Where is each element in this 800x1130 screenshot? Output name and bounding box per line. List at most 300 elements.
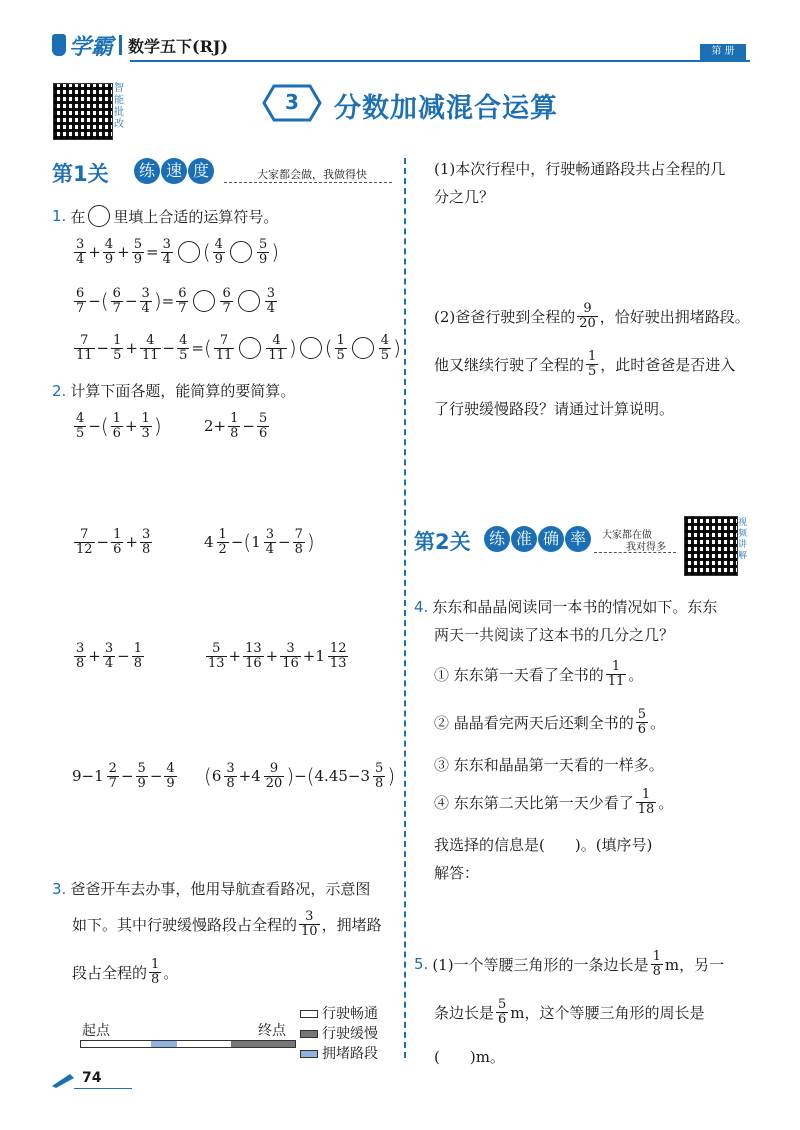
level1-badge xyxy=(134,158,214,184)
q3-line3 xyxy=(72,958,178,986)
denominator: 11 xyxy=(215,347,233,363)
fraction xyxy=(74,528,95,556)
answer-circle[interactable] xyxy=(238,290,260,312)
q4-text: 东东和晶晶阅读同一本书的情况如下。东东 xyxy=(432,598,718,616)
fraction xyxy=(103,642,115,670)
equals-sign: = xyxy=(146,243,159,262)
numerator: 1 xyxy=(611,659,621,674)
numerator: 4 xyxy=(214,237,223,252)
legend-item xyxy=(300,1044,378,1064)
q4-option-1 xyxy=(434,660,643,688)
fraction xyxy=(74,287,86,315)
integer: 2 xyxy=(204,417,214,436)
integer: 1 xyxy=(251,533,261,552)
fraction xyxy=(264,762,285,790)
title-qr-text: 智能批改 xyxy=(114,83,124,130)
q5-text: m，这个等腰三角形的周长是 xyxy=(510,1003,705,1022)
denominator: 10 xyxy=(301,923,318,939)
q1-number: 1. xyxy=(52,207,67,225)
numerator: 3 xyxy=(141,527,151,542)
q5-line1 xyxy=(414,950,724,978)
denominator: 3 xyxy=(141,425,150,441)
fraction xyxy=(257,238,269,266)
numerator: 3 xyxy=(286,641,295,656)
footer-underline xyxy=(74,1088,132,1089)
level2-qr xyxy=(684,516,738,576)
level1-prefix: 第1关 xyxy=(52,162,109,186)
fraction xyxy=(651,950,663,978)
paren-open: ( xyxy=(306,764,315,789)
paren-close: ) xyxy=(286,764,295,789)
numerator: 1 xyxy=(141,411,150,426)
numerator: 1 xyxy=(218,527,227,542)
corner-tag xyxy=(700,44,746,60)
integer: 1 xyxy=(315,647,325,666)
numerator: 1 xyxy=(230,411,239,426)
integer: 4 xyxy=(204,533,214,552)
fraction xyxy=(335,334,347,362)
level1-underline xyxy=(224,182,392,183)
numerator: 6 xyxy=(112,286,121,301)
q5-line2 xyxy=(434,998,705,1026)
numerator: 4 xyxy=(146,333,155,348)
integer: 3 xyxy=(360,767,371,786)
numerator: 6 xyxy=(178,286,187,301)
numerator: 3 xyxy=(76,641,85,656)
badge-char: 速 xyxy=(161,158,187,184)
legend-item xyxy=(300,1004,378,1024)
denominator: 6 xyxy=(637,721,647,737)
numerator: 1 xyxy=(113,527,122,542)
fraction xyxy=(111,334,123,362)
q3-sub1-b: 分之几？ xyxy=(434,188,495,206)
fraction xyxy=(140,412,152,440)
level2-qr-text: 视频讲解 xyxy=(738,518,748,561)
numerator: 5 xyxy=(258,237,268,252)
numerator: 9 xyxy=(583,301,592,316)
q3-number: 3. xyxy=(52,879,67,898)
fraction xyxy=(257,412,269,440)
legend-label: 行驶畅通 xyxy=(322,1006,378,1022)
fraction xyxy=(149,958,161,986)
denominator: 5 xyxy=(179,347,188,363)
fraction xyxy=(74,334,95,362)
option-text: ② 晶晶看完两天后还剩全书的 xyxy=(434,713,634,732)
q2-expr-7: 9 − 1 $\frac{2}{7}$ − $\frac{5}{9}$ − $\frac{4}{9}$ xyxy=(72,761,175,791)
numerator: 3 xyxy=(266,286,276,301)
denominator: 8 xyxy=(133,655,142,671)
badge-char: 练 xyxy=(484,526,510,552)
denominator: 7 xyxy=(222,300,231,316)
q1-text-a: 在 xyxy=(70,207,86,226)
numerator: 7 xyxy=(80,527,89,542)
denominator: 13 xyxy=(208,655,225,671)
badge-char: 练 xyxy=(134,158,160,184)
fraction xyxy=(293,528,305,556)
paren-open: ( xyxy=(204,764,212,789)
route-legend xyxy=(300,1004,378,1064)
option-text: 。 xyxy=(628,665,644,684)
fraction xyxy=(606,660,627,688)
paren-open: ( xyxy=(100,289,109,314)
denominator: 8 xyxy=(652,963,661,979)
q3-sub2-a xyxy=(434,302,750,330)
column-divider xyxy=(404,158,406,1058)
numerator: 4 xyxy=(179,333,188,348)
denominator: 9 xyxy=(133,251,142,267)
option-text: 。 xyxy=(658,793,674,812)
denominator: 4 xyxy=(266,300,276,316)
fraction xyxy=(140,287,152,315)
fraction xyxy=(206,642,227,670)
level2-slogan-2: 我对得多 xyxy=(626,542,666,553)
fraction xyxy=(299,910,320,938)
title-number: 3 xyxy=(285,90,299,114)
denominator: 8 xyxy=(375,775,384,791)
decimal: 4.45 xyxy=(314,767,348,786)
numerator: 5 xyxy=(212,641,221,656)
numerator: 3 xyxy=(104,641,114,656)
q3-line2 xyxy=(72,910,382,938)
denominator: 5 xyxy=(380,347,390,363)
option-text: ④ 东东第二天比第一天少看了 xyxy=(434,793,634,812)
fraction xyxy=(140,528,152,556)
denominator: 5 xyxy=(588,363,597,379)
brand-logo xyxy=(52,30,228,60)
denominator: 9 xyxy=(137,775,146,791)
denominator: 6 xyxy=(112,425,121,441)
denominator: 8 xyxy=(230,425,239,441)
q3-sub-text: ，此时爸爸是否进入 xyxy=(600,355,736,374)
denominator: 9 xyxy=(166,775,175,791)
pencil-icon xyxy=(52,1072,74,1088)
numerator: 7 xyxy=(80,333,89,348)
denominator: 7 xyxy=(178,300,187,316)
denominator: 9 xyxy=(258,251,268,267)
q3-sub1-a: (1)本次行程中，行驶畅通路段共占全程的几 xyxy=(434,160,726,178)
route-bar xyxy=(80,1040,296,1048)
title-qr-label xyxy=(114,83,128,131)
fraction xyxy=(264,528,276,556)
denominator: 18 xyxy=(637,801,655,817)
denominator: 8 xyxy=(226,775,235,791)
numerator: 7 xyxy=(219,333,229,348)
fraction xyxy=(161,238,173,266)
q3-sub2-c: 了行驶缓慢路段？请通过计算说明。 xyxy=(434,400,675,418)
badge-char: 度 xyxy=(188,158,214,184)
equals-sign: = xyxy=(191,339,204,358)
paren-close: ) xyxy=(153,289,162,314)
denominator: 6 xyxy=(258,425,268,441)
q4-line2: 两天一共阅读了这本书的几分之几？ xyxy=(434,626,675,644)
numerator: 5 xyxy=(375,761,384,776)
paren-open: ( xyxy=(100,414,109,439)
footer xyxy=(52,1068,132,1090)
numerator: 5 xyxy=(137,761,146,776)
numerator: 3 xyxy=(76,237,85,252)
numerator: 1 xyxy=(641,787,651,802)
denominator: 8 xyxy=(151,971,160,987)
level2-slogan-1: 大家都在做 xyxy=(602,530,652,541)
page-number: 74 xyxy=(82,1070,102,1086)
denominator: 9 xyxy=(214,251,223,267)
fraction xyxy=(74,238,86,266)
numerator: 9 xyxy=(269,761,279,776)
numerator: 3 xyxy=(265,527,275,542)
q4-option-2 xyxy=(434,708,665,736)
fraction xyxy=(214,334,235,362)
denominator: 4 xyxy=(76,251,85,267)
fraction xyxy=(74,412,86,440)
denominator: 4 xyxy=(104,655,114,671)
level2-badge xyxy=(484,526,591,552)
q5-text: 条边长是 xyxy=(434,1003,495,1022)
q2-expr-4: 4 $\frac{1}{2}$ − ( 1 $\frac{3}{4}$ − $\frac{7}{8}$ ) xyxy=(204,527,315,557)
denominator: 7 xyxy=(108,775,117,791)
numerator: 5 xyxy=(637,707,647,722)
header-underline xyxy=(130,60,750,62)
denominator: 16 xyxy=(282,655,299,671)
denominator: 5 xyxy=(336,347,345,363)
denominator: 4 xyxy=(265,541,275,557)
title-number-badge xyxy=(262,84,322,122)
answer-circle[interactable] xyxy=(230,241,252,263)
fraction xyxy=(586,350,598,378)
integer: 1 xyxy=(94,767,104,786)
denominator: 11 xyxy=(76,347,93,363)
denominator: 12 xyxy=(76,541,93,557)
numerator: 5 xyxy=(133,237,142,252)
q2-prompt xyxy=(52,380,295,401)
fraction xyxy=(265,287,277,315)
q3-line1 xyxy=(52,878,370,899)
title-qr xyxy=(53,83,113,140)
q4-option-3: ③ 东东和晶晶第一天看的一样多。 xyxy=(434,756,664,774)
fraction xyxy=(217,528,229,556)
route-start-label: 起点 xyxy=(82,1023,110,1039)
answer-circle[interactable] xyxy=(352,337,374,359)
header-bar xyxy=(0,28,800,68)
brand-divider xyxy=(119,35,122,55)
numerator: 7 xyxy=(294,527,303,542)
denominator: 11 xyxy=(268,347,285,363)
numerator: 3 xyxy=(226,761,235,776)
fraction xyxy=(213,238,225,266)
brand-icon xyxy=(52,34,66,56)
route-smooth-1 xyxy=(81,1041,151,1047)
fraction xyxy=(132,642,144,670)
fraction xyxy=(220,287,232,315)
q2-number: 2. xyxy=(52,381,67,400)
numerator: 3 xyxy=(305,909,314,924)
numerator: 1 xyxy=(133,641,142,656)
q3-sub-text: ，恰好驶出拥堵路段。 xyxy=(599,307,750,326)
page-title: 分数加减混合运算 xyxy=(334,93,558,124)
denominator: 8 xyxy=(141,541,151,557)
corner-tag-text: 第 册 xyxy=(711,46,735,57)
fraction xyxy=(111,287,123,315)
level1-header xyxy=(52,158,392,188)
integer: 6 xyxy=(211,767,222,786)
denominator: 7 xyxy=(76,300,85,316)
numerator: 4 xyxy=(76,411,85,426)
route-slow-segment xyxy=(231,1041,295,1047)
answer-circle[interactable] xyxy=(178,241,200,263)
fraction xyxy=(328,642,349,670)
paren-open: ( xyxy=(202,240,211,265)
fraction xyxy=(132,238,144,266)
q1-row3: $\frac{7}{11}$ − $\frac{1}{5}$ + $\frac{4}{11}$ − $\frac{4}{5}$ = ( $\frac{7}{11}$ $\frac{4}{11}$ ) ( $\frac{1}{5}$ $\frac{4}{5}$ ) xyxy=(76,333,401,363)
numerator: 4 xyxy=(380,333,390,348)
paren-close: ) xyxy=(288,336,297,361)
q1-row1: $\frac{3}{4}$ + $\frac{4}{9}$ + $\frac{5}{9}$ = $\frac{3}{4}$ ( $\frac{4}{9}$ $\frac{5}{9}$ ) xyxy=(76,237,280,267)
q3-text: 。 xyxy=(163,963,179,982)
fraction xyxy=(577,302,598,330)
q2-expr-6: $\frac{5}{13}$ + $\frac{13}{16}$ + $\frac{3}{16}$ + 1 $\frac{12}{13}$ xyxy=(208,641,347,671)
paren-close: ) xyxy=(153,414,162,439)
subject-label: 数学五下(RJ) xyxy=(128,36,229,56)
numerator: 1 xyxy=(151,957,160,972)
q1-row2: $\frac{6}{7}$ − ( $\frac{6}{7}$ − $\frac{3}{4}$ ) = $\frac{6}{7}$ $\frac{6}{7}$ $\frac{3}{4}$ xyxy=(76,286,276,316)
denominator: 20 xyxy=(265,775,283,791)
numerator: 4 xyxy=(104,237,114,252)
fraction xyxy=(636,708,648,736)
denominator: 9 xyxy=(104,251,114,267)
denominator: 5 xyxy=(113,347,122,363)
q2-expr-8: ( 6 $\frac{3}{8}$ + 4 $\frac{9}{20}$ ) − ( 4.45 − 3 $\frac{5}{8}$ ) xyxy=(204,761,396,791)
paren-open: ( xyxy=(324,336,333,361)
numerator: 5 xyxy=(498,997,507,1012)
numerator: 6 xyxy=(76,286,85,301)
numerator: 3 xyxy=(141,286,150,301)
legend-label: 拥堵路段 xyxy=(322,1046,378,1062)
answer-circle[interactable] xyxy=(300,337,322,359)
paren-close: ) xyxy=(393,336,401,361)
numerator: 1 xyxy=(112,411,121,426)
integer: 9 xyxy=(72,767,82,786)
fraction xyxy=(136,762,148,790)
q1-prompt xyxy=(52,205,278,227)
denominator: 8 xyxy=(294,541,303,557)
q5-text: m，另一 xyxy=(664,955,725,974)
q3-sub2-b xyxy=(434,350,735,378)
denominator: 5 xyxy=(76,425,85,441)
paren-open: ( xyxy=(243,530,252,555)
q4-answer: 解答： xyxy=(434,864,480,882)
fraction xyxy=(103,238,115,266)
fraction xyxy=(176,287,188,315)
option-text: 。 xyxy=(650,713,666,732)
fraction xyxy=(111,412,123,440)
q5-line3: ( )m。 xyxy=(434,1048,505,1066)
denominator: 7 xyxy=(112,300,121,316)
numerator: 12 xyxy=(329,641,347,656)
level2-underline xyxy=(594,552,676,553)
fraction xyxy=(140,334,161,362)
numerator: 4 xyxy=(166,761,175,776)
paren-close: ) xyxy=(387,764,396,789)
fraction xyxy=(111,528,123,556)
q2-expr-3: $\frac{7}{12}$ − $\frac{1}{6}$ + $\frac{3}{8}$ xyxy=(76,527,151,557)
q2-expr-5: $\frac{3}{8}$ + $\frac{3}{4}$ − $\frac{1}{8}$ xyxy=(76,641,142,671)
numerator: 6 xyxy=(222,286,231,301)
q4-line1 xyxy=(414,596,717,617)
q3-text: ，拥堵路 xyxy=(321,915,382,934)
denominator: 2 xyxy=(218,541,227,557)
fraction xyxy=(496,998,508,1026)
equals-sign: = xyxy=(161,292,175,311)
denominator: 6 xyxy=(498,1011,507,1027)
brand-name: 学霸 xyxy=(69,34,114,60)
q3-text: 如下。其中行驶缓慢路段占全程的 xyxy=(72,915,298,934)
paren-close: ) xyxy=(306,530,315,555)
answer-circle[interactable] xyxy=(193,290,215,312)
numerator: 5 xyxy=(258,411,268,426)
option-text: ① 东东第一天看了全书的 xyxy=(434,665,604,684)
denominator: 4 xyxy=(162,251,171,267)
numerator: 1 xyxy=(588,349,597,364)
denominator: 20 xyxy=(579,315,596,331)
fraction xyxy=(636,788,657,816)
fraction xyxy=(373,762,385,790)
q5-text: (1)一个等腰三角形的一条边长是 xyxy=(432,955,649,974)
fraction xyxy=(74,642,86,670)
legend-swatch-slow xyxy=(300,1030,318,1038)
answer-circle[interactable] xyxy=(239,337,261,359)
denominator: 16 xyxy=(245,655,262,671)
denominator: 6 xyxy=(113,541,122,557)
level2-prefix: 第2关 xyxy=(414,530,471,554)
q1-text-b: 里填上合适的运算符号。 xyxy=(113,207,279,226)
q4-choose: 我选择的信息是( )。(填序号) xyxy=(434,836,653,854)
fraction xyxy=(243,642,264,670)
q2-expr-1: $\frac{4}{5}$ − ( $\frac{1}{6}$ + $\frac{1}{3}$ ) xyxy=(76,411,162,441)
q3-sub-text: (2)爸爸行驶到全程的 xyxy=(434,307,576,326)
numerator: 1 xyxy=(113,333,122,348)
numerator: 13 xyxy=(245,641,262,656)
legend-swatch-smooth xyxy=(300,1010,318,1018)
q3-text: 爸爸开车去办事，他用导航查看路况，示意图 xyxy=(70,880,371,898)
q5-number: 5. xyxy=(414,955,429,974)
denominator: 8 xyxy=(76,655,85,671)
fraction xyxy=(280,642,301,670)
q3-text: 段占全程的 xyxy=(72,963,148,982)
q4-number: 4. xyxy=(414,597,429,616)
badge-char: 率 xyxy=(565,526,591,552)
legend-swatch-jam xyxy=(300,1050,318,1058)
q2-text: 计算下面各题，能简算的要简算。 xyxy=(70,382,296,400)
paren-close: ) xyxy=(271,240,280,265)
numerator: 1 xyxy=(336,333,345,348)
integer: 4 xyxy=(251,767,261,786)
numerator: 3 xyxy=(162,237,171,252)
legend-label: 行驶缓慢 xyxy=(322,1026,378,1042)
legend-item xyxy=(300,1024,378,1044)
answer-circle[interactable] xyxy=(88,205,110,227)
fraction xyxy=(379,334,391,362)
numerator: 4 xyxy=(272,333,281,348)
denominator: 13 xyxy=(329,655,347,671)
paren-open: ( xyxy=(203,336,212,361)
denominator: 11 xyxy=(607,673,625,689)
level1-slogan: 大家都会做，我做得快 xyxy=(257,168,367,181)
fraction xyxy=(177,334,189,362)
fraction xyxy=(228,412,240,440)
badge-char: 准 xyxy=(511,526,537,552)
q4-option-4 xyxy=(434,788,673,816)
level2-qr-label xyxy=(738,518,750,562)
denominator: 4 xyxy=(141,300,150,316)
